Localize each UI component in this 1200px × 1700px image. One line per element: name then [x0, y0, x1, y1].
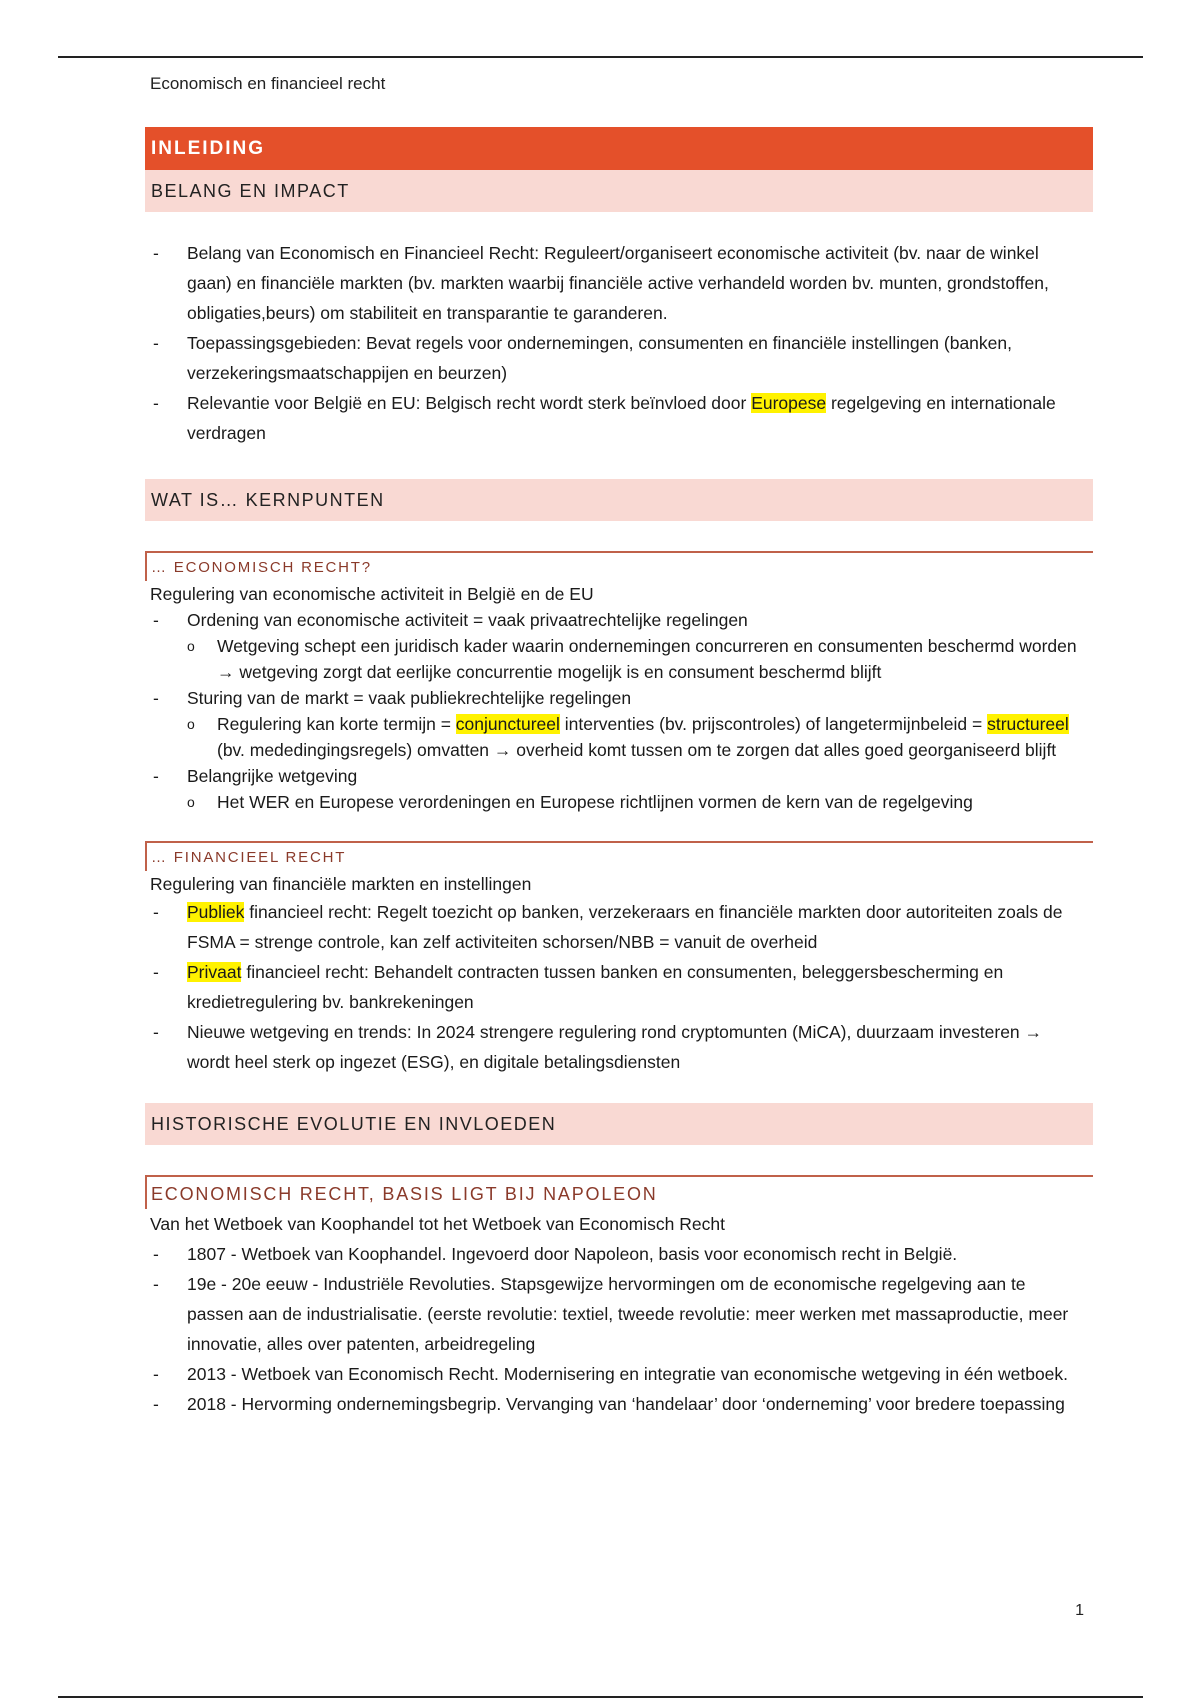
list-item — [145, 1389, 1093, 1419]
list-item-text: Het WER en Europese verordeningen en Europese richtlijnen vormen de kern van de regelgeving — [217, 792, 973, 812]
sub-list-item — [145, 633, 1093, 685]
list-item-text: Nieuwe wetgeving en trends: In 2024 strengere regulering rond cryptomunten (MiCA), duurzaam investeren → wordt heel sterk op ingezet (ESG), en digitale betalingsdiensten — [187, 1022, 1043, 1072]
list-item-text: financieel recht: Behandelt contracten tussen banken en consumenten, beleggersbescherming en kredietregulering bv. bankrekeningen — [187, 962, 1004, 1012]
list-item — [145, 957, 1093, 1017]
list-item — [145, 763, 1093, 789]
section-intro: Regulering van financiële markten en instellingen — [150, 874, 532, 894]
list-item-text: 19e - 20e eeuw - Industriële Revoluties. Stapsgewijze hervormingen om de economische regelgeving aan te passen aan de industrialisatie. (eerste revolutie: textiel, tweede revolutie: meer werken met massaproductie, meer innovatie, alles over patenten, arbeidregeling — [187, 1274, 1069, 1354]
list-item-text: regelgeving en internationale verdragen — [187, 393, 1056, 443]
heading-financieel-recht: … FINANCIEEL RECHT — [145, 841, 1093, 871]
list-item-text: Wetgeving schept een juridisch kader waarin ondernemingen concurreren en consumenten beschermd worden → wetgeving zorgt dat eerlijke concurrentie mogelijk is en consument beschermd blijft — [217, 636, 1077, 682]
list-item — [145, 328, 1093, 388]
footer-rule — [58, 1696, 1143, 1698]
section-intro: Van het Wetboek van Koophandel tot het Wetboek van Economisch Recht — [150, 1214, 725, 1234]
heading-historische-evolutie: HISTORISCHE EVOLUTIE EN INVLOEDEN — [145, 1103, 1093, 1145]
list-item-text: 2018 - Hervorming ondernemingsbegrip. Vervanging van ‘handelaar’ door ‘onderneming’ voor bredere toepassing — [187, 1394, 1065, 1414]
heading-belang-en-impact: BELANG EN IMPACT — [145, 170, 1093, 212]
heading-napoleon: ECONOMISCH RECHT, BASIS LIGT BIJ NAPOLEON — [145, 1175, 1093, 1209]
highlighted-term: Publiek — [187, 902, 245, 922]
header-rule — [58, 56, 1143, 58]
list-item — [145, 238, 1093, 328]
economisch-sublist — [145, 789, 1093, 815]
list-item-text: Belangrijke wetgeving — [187, 766, 358, 786]
financieel-list — [145, 897, 1093, 1077]
highlighted-term: conjunctureel — [455, 714, 560, 734]
list-item — [145, 1017, 1093, 1077]
economisch-list — [145, 607, 1093, 633]
highlighted-term: structureel — [987, 714, 1069, 734]
highlighted-term: Europese — [751, 393, 827, 413]
list-item — [145, 685, 1093, 711]
list-item-text: Relevantie voor België en EU: Belgisch recht wordt sterk beïnvloed door — [187, 393, 752, 413]
page-number: 1 — [1075, 1602, 1084, 1619]
list-item — [145, 1239, 1093, 1269]
list-item-text: (bv. mededingingsregels) omvatten → overheid komt tussen om te zorgen dat alles goed georganiseerd blijft — [217, 740, 1057, 760]
belang-list — [145, 238, 1093, 448]
list-item-text: interventies (bv. prijscontroles) of langetermijnbeleid = — [559, 714, 988, 734]
list-item-text: 2013 - Wetboek van Economisch Recht. Modernisering en integratie van economische wetgeving in één wetboek. — [187, 1364, 1069, 1384]
economisch-list — [145, 763, 1093, 789]
list-item — [145, 1269, 1093, 1359]
economisch-sublist — [145, 633, 1093, 685]
list-item — [145, 607, 1093, 633]
list-item — [145, 1359, 1093, 1389]
highlighted-term: Privaat — [187, 962, 242, 982]
heading-economisch-recht: … ECONOMISCH RECHT? — [145, 551, 1093, 581]
heading-wat-is-kernpunten: WAT IS… KERNPUNTEN — [145, 479, 1093, 521]
document-header: Economisch en financieel recht — [150, 74, 386, 93]
list-item-text: Ordening van economische activiteit = vaak privaatrechtelijke regelingen — [187, 610, 748, 630]
sub-list-item — [145, 789, 1093, 815]
list-item-text: Sturing van de markt = vaak publiekrechtelijke regelingen — [187, 688, 632, 708]
economisch-list — [145, 685, 1093, 711]
economisch-sublist — [145, 711, 1093, 763]
list-item-text: Regulering kan korte termijn = — [217, 714, 456, 734]
list-item — [145, 388, 1093, 448]
heading-inleiding: INLEIDING — [145, 127, 1093, 170]
sub-list-item — [145, 711, 1093, 763]
document-body — [145, 127, 1093, 1419]
list-item-text: Belang van Economisch en Financieel Recht: Reguleert/organiseert economische activiteit (bv. naar de winkel gaan) en financiële markten (bv. markten waarbij financiële active verhandeld worden bv. munten, grondstoffen, obligaties,beurs) om stabiliteit en transparantie te garanderen. — [187, 243, 1049, 323]
list-item-text: financieel recht: Regelt toezicht op banken, verzekeraars en financiële markten door autoriteiten zoals de FSMA = strenge controle, kan zelf activiteiten schorsen/NBB = vanuit de overheid — [187, 902, 1063, 952]
list-item-text: 1807 - Wetboek van Koophandel. Ingevoerd door Napoleon, basis voor economisch recht in België. — [187, 1244, 958, 1264]
section-intro: Regulering van economische activiteit in België en de EU — [150, 584, 594, 604]
list-item-text: Toepassingsgebieden: Bevat regels voor ondernemingen, consumenten en financiële instellingen (banken, verzekeringsmaatschappijen en beurzen) — [187, 333, 1012, 383]
napoleon-list — [145, 1239, 1093, 1419]
list-item — [145, 897, 1093, 957]
